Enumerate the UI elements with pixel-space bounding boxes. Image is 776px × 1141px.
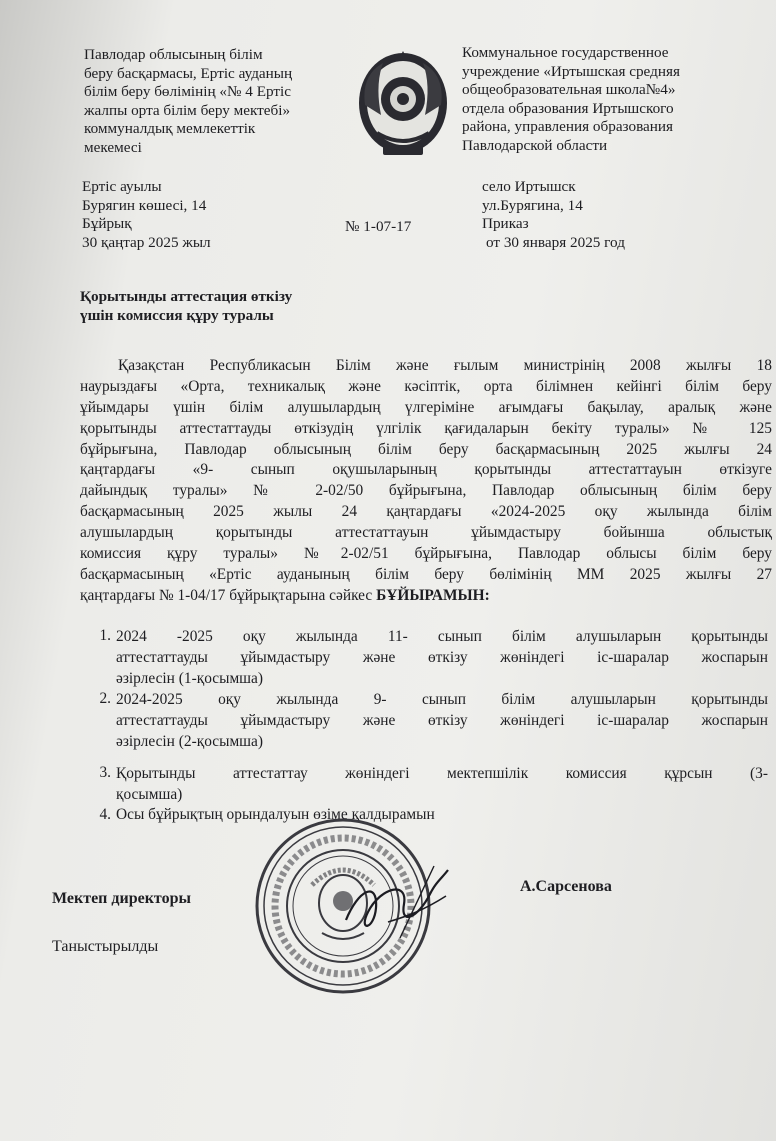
org-line: учреждение «Иртышская средняя (462, 62, 680, 80)
subject-line: үшін комиссия құру туралы (80, 306, 274, 324)
street: ул.Бурягина, 14 (482, 196, 583, 214)
body-line: қаңтардағы № 1-04/17 бұйрықтарына сәйкес (80, 586, 377, 604)
item-number: 4. (99, 806, 111, 823)
order-item-1 (116, 627, 768, 690)
village: село Иртышск (482, 178, 576, 195)
order-item-4: Осы бұйрықтың орындалуын өзіме қалдырамын (116, 806, 435, 823)
subject-line: Қорытынды аттестация өткізу (80, 288, 293, 305)
org-line: Павлодар облысының білім (84, 46, 263, 63)
body-last-line (80, 586, 772, 607)
header-right-address (472, 178, 625, 252)
doc-type: Бұйрық (82, 215, 132, 233)
body-line: ұйымдары үшін білім алушылардың үлгеріміне ағымдағы бақылау, аралық және (80, 398, 772, 416)
org-line: района, управления образования (462, 118, 674, 136)
org-line: общеобразовательная школа№4» (462, 81, 676, 99)
director-signature-icon (338, 860, 454, 948)
body-line: дайындық туралы» № 2-02/50 бұйрығына, Павлодар облысының білім беру (80, 482, 772, 500)
item-line: қосымша) (116, 785, 183, 803)
doc-date: 30 қаңтар 2025 жыл (82, 233, 211, 251)
org-line: Павлодарской области (462, 136, 608, 154)
body-line: бұйрығына, Павлодар облысының білім беру басқармасының 2025 жылғы 24 (80, 440, 772, 458)
acquainted-label: Таныстырылды (52, 938, 159, 955)
item-line: 2024-2025 оқу жылында 9- сынып білім алушыларын қорытынды (116, 691, 768, 708)
org-line: жалпы орта білім беру мектебі» (84, 101, 291, 119)
item-number: 2. (99, 690, 111, 707)
org-line: коммуналдық мемлекеттік (84, 120, 256, 138)
state-emblem-icon (355, 45, 451, 167)
org-line: беру басқармасы, Ертіс ауданың (84, 64, 293, 82)
order-item-2 (116, 690, 768, 753)
item-line: Қорытынды аттестаттау жөніндегі мектепшілік комиссия құрсын (3- (116, 765, 768, 782)
order-word: БҰЙЫРАМЫН: (376, 586, 490, 604)
signatory-name: А.Сарсенова (520, 878, 612, 895)
body-line: наурыздағы «Орта, техникалық және кәсіптік, орта білімнен кейінгі білім беру (80, 377, 772, 395)
org-line: білім беру бөлімінің «№ 4 Ертіс (84, 83, 291, 101)
body-line: Қазақстан Республикасын Білім және ғылым министрінің 2008 жылғы 18 (118, 357, 772, 374)
org-line: Коммунальное государственное (462, 44, 669, 61)
header-right-org (462, 44, 680, 156)
body-line: басқармасының 2025 жылы 24 қаңтардағы «2024-2025 оқу жылында білім (80, 503, 772, 521)
item-line: әзірлесін (1-қосымша) (116, 669, 263, 687)
body-line: басқармасының «Ертіс ауданының білім беру бөлімінің ММ 2025 жылғы 27 (80, 565, 772, 583)
body-line: қорытынды аттестаттауды өткізудің үлгілік қағидаларын бекіту туралы» № 125 (80, 419, 772, 437)
doc-type: Приказ (482, 215, 529, 233)
doc-date: от 30 января 2025 год (486, 233, 625, 251)
item-line: аттестаттауды ұйымдастыру және өткізу жөніндегі іс-шаралар жоспарын (116, 711, 768, 729)
body-line: комиссия құру туралы» №2-02/51 бұйрығына, Павлодар облысы білім беру (80, 545, 772, 563)
item-line: әзірлесін (2-қосымша) (116, 732, 263, 750)
header-left-org (84, 46, 292, 158)
org-line: отдела образования Иртышского (462, 99, 674, 117)
item-number: 1. (99, 627, 111, 644)
item-number: 3. (99, 764, 111, 781)
item-line: аттестаттауды ұйымдастыру және өткізу жөніндегі іс-шаралар жоспарын (116, 648, 768, 666)
street: Бурягин көшесі, 14 (82, 196, 207, 214)
signatory-role: Мектеп директоры (52, 890, 191, 907)
order-number: № 1-07-17 (345, 218, 412, 235)
body-line: алушылардың қорытынды аттестаттауын ұйымдастыру бойынша облыстық (80, 524, 772, 542)
org-line: мекемесі (84, 138, 142, 156)
order-body (80, 356, 772, 607)
order-item-3 (116, 764, 768, 806)
item-line: 2024 -2025 оқу жылында 11- сынып білім алушыларын қорытынды (116, 628, 768, 645)
order-subject (80, 288, 292, 325)
header-left-address (82, 178, 211, 252)
village: Ертіс ауылы (82, 178, 162, 195)
body-line: қаңтардағы «9- сынып оқушыларының қорытынды аттестаттауын өткізуге (80, 461, 772, 479)
